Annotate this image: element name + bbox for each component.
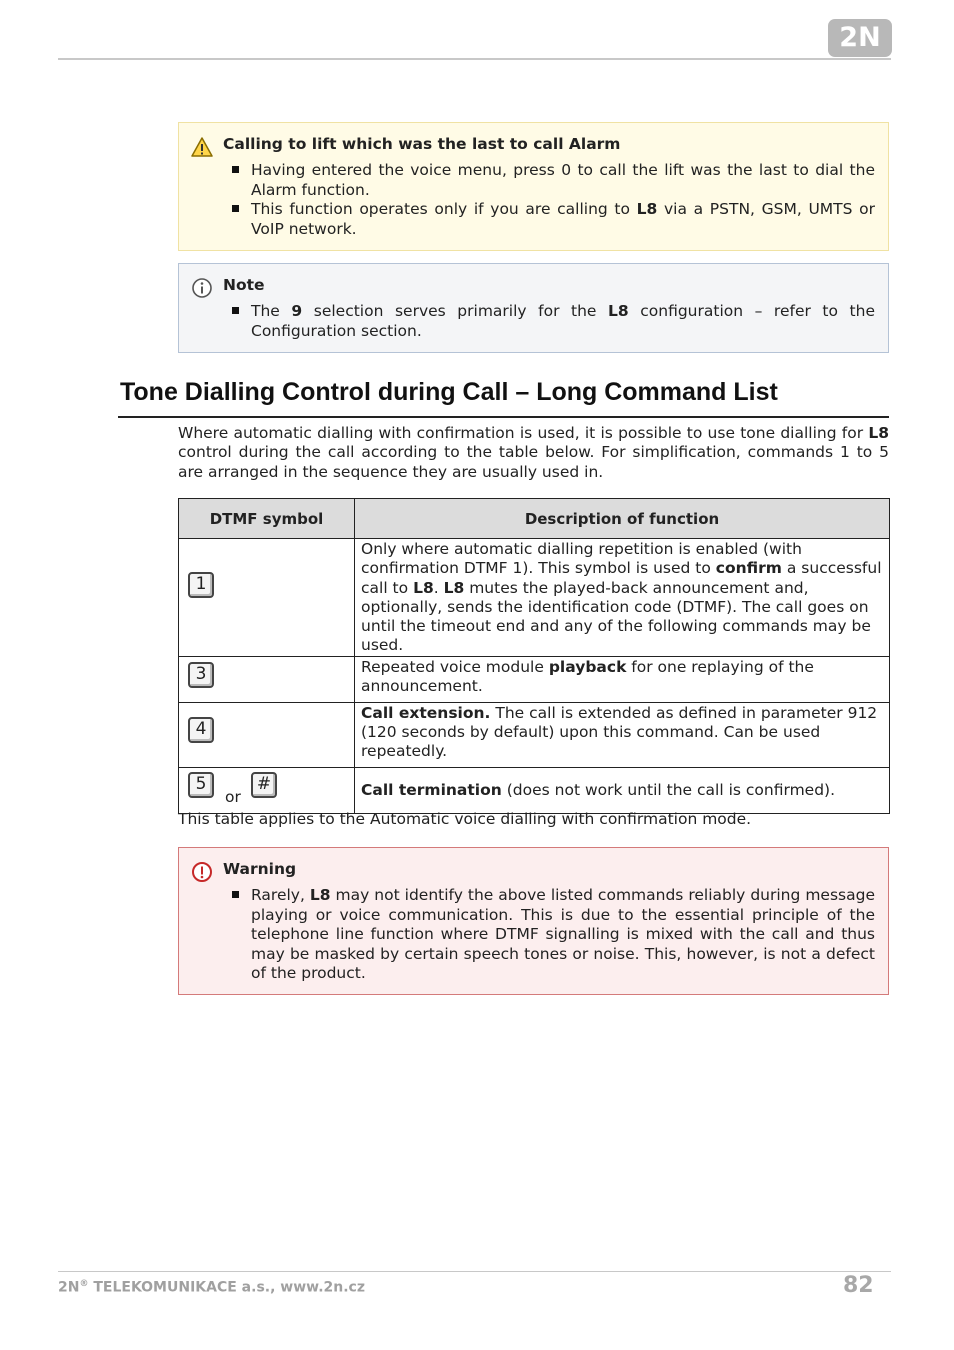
table-row — [179, 656, 890, 702]
symbol-cell — [179, 656, 355, 702]
note-title: Note — [223, 276, 265, 294]
list-item: This function operates only if you are calling to L8 via a PSTN, GSM, UMTS or VoIP network. — [251, 200, 875, 238]
list-item: Having entered the voice menu, press 0 to call the lift was the last to dial the Alarm function. — [251, 161, 875, 199]
key-5-icon: 5 — [188, 772, 214, 798]
or-label: or — [225, 787, 241, 806]
description-cell: Call termination (does not work until the call is confirmed). — [355, 767, 890, 813]
list-item: Rarely, L8 may not identify the above listed commands reliably during message playing or voice communication. This is due to the essential principle of the telephone line function where DTMF signalling is mixed with the call and thus may be masked by certain speech tones or noise. This, however, is not a defect of the product. — [251, 886, 875, 982]
warning-triangle-icon — [191, 136, 213, 158]
symbol-cell — [179, 702, 355, 767]
hash-key-icon: # — [251, 772, 277, 798]
info-icon — [191, 277, 213, 299]
table-note: This table applies to the Automatic voice dialling with confirmation mode. — [178, 810, 752, 828]
intro-paragraph: Where automatic dialling with confirmation is used, it is possible to use tone dialling for L8 control during the call according to the table below. For simplification, commands 1 to 5 are arranged in the sequence they are usually used in. — [178, 424, 889, 481]
footer-rule — [58, 1271, 891, 1272]
symbol-cell — [179, 539, 355, 657]
table-row — [179, 702, 890, 767]
warning-title: Warning — [223, 860, 297, 878]
description-cell: Call extension. The call is extended as defined in parameter 912 (120 seconds by default) upon this command. Can be used repeatedly. — [355, 702, 890, 767]
command-table — [178, 498, 890, 814]
key-4-icon: 4 — [188, 717, 214, 743]
caution-box — [178, 122, 889, 251]
heading-rule — [118, 416, 889, 418]
description-cell: Only where automatic dialling repetition is enabled (with confirmation DTMF 1). This symbol is used to confirm a successful call to L8. L8 mutes the played-back announcement and, optionally, sends the identification code (DTMF). The call goes on until the timeout end and any of the following commands may be used. — [355, 539, 890, 657]
2n-logo: 2N — [828, 19, 892, 57]
exclamation-circle-icon — [191, 861, 213, 883]
column-header-symbol: DTMF symbol — [179, 499, 355, 539]
page-number: 82 — [843, 1273, 874, 1298]
symbol-cell — [179, 767, 355, 813]
key-1-icon: 1 — [188, 572, 214, 598]
note-list — [251, 302, 875, 341]
warning-list — [251, 886, 875, 984]
column-header-description: Description of function — [355, 499, 890, 539]
footer-company: 2N® TELEKOMUNIKACE a.s., www.2n.cz — [58, 1279, 365, 1296]
warning-box — [178, 847, 889, 995]
list-item: The 9 selection serves primarily for the L8 configuration – refer to the Configuration section. — [251, 302, 875, 340]
header-rule — [58, 58, 891, 60]
key-3-icon: 3 — [188, 662, 214, 688]
caution-list — [251, 161, 875, 239]
caution-title: Calling to lift which was the last to call Alarm — [223, 135, 621, 153]
table-row — [179, 539, 890, 657]
section-heading: Tone Dialling Control during Call – Long Command List — [120, 378, 778, 406]
note-box — [178, 263, 889, 353]
table-row — [179, 767, 890, 813]
description-cell: Repeated voice module playback for one replaying of the announcement. — [355, 656, 890, 702]
